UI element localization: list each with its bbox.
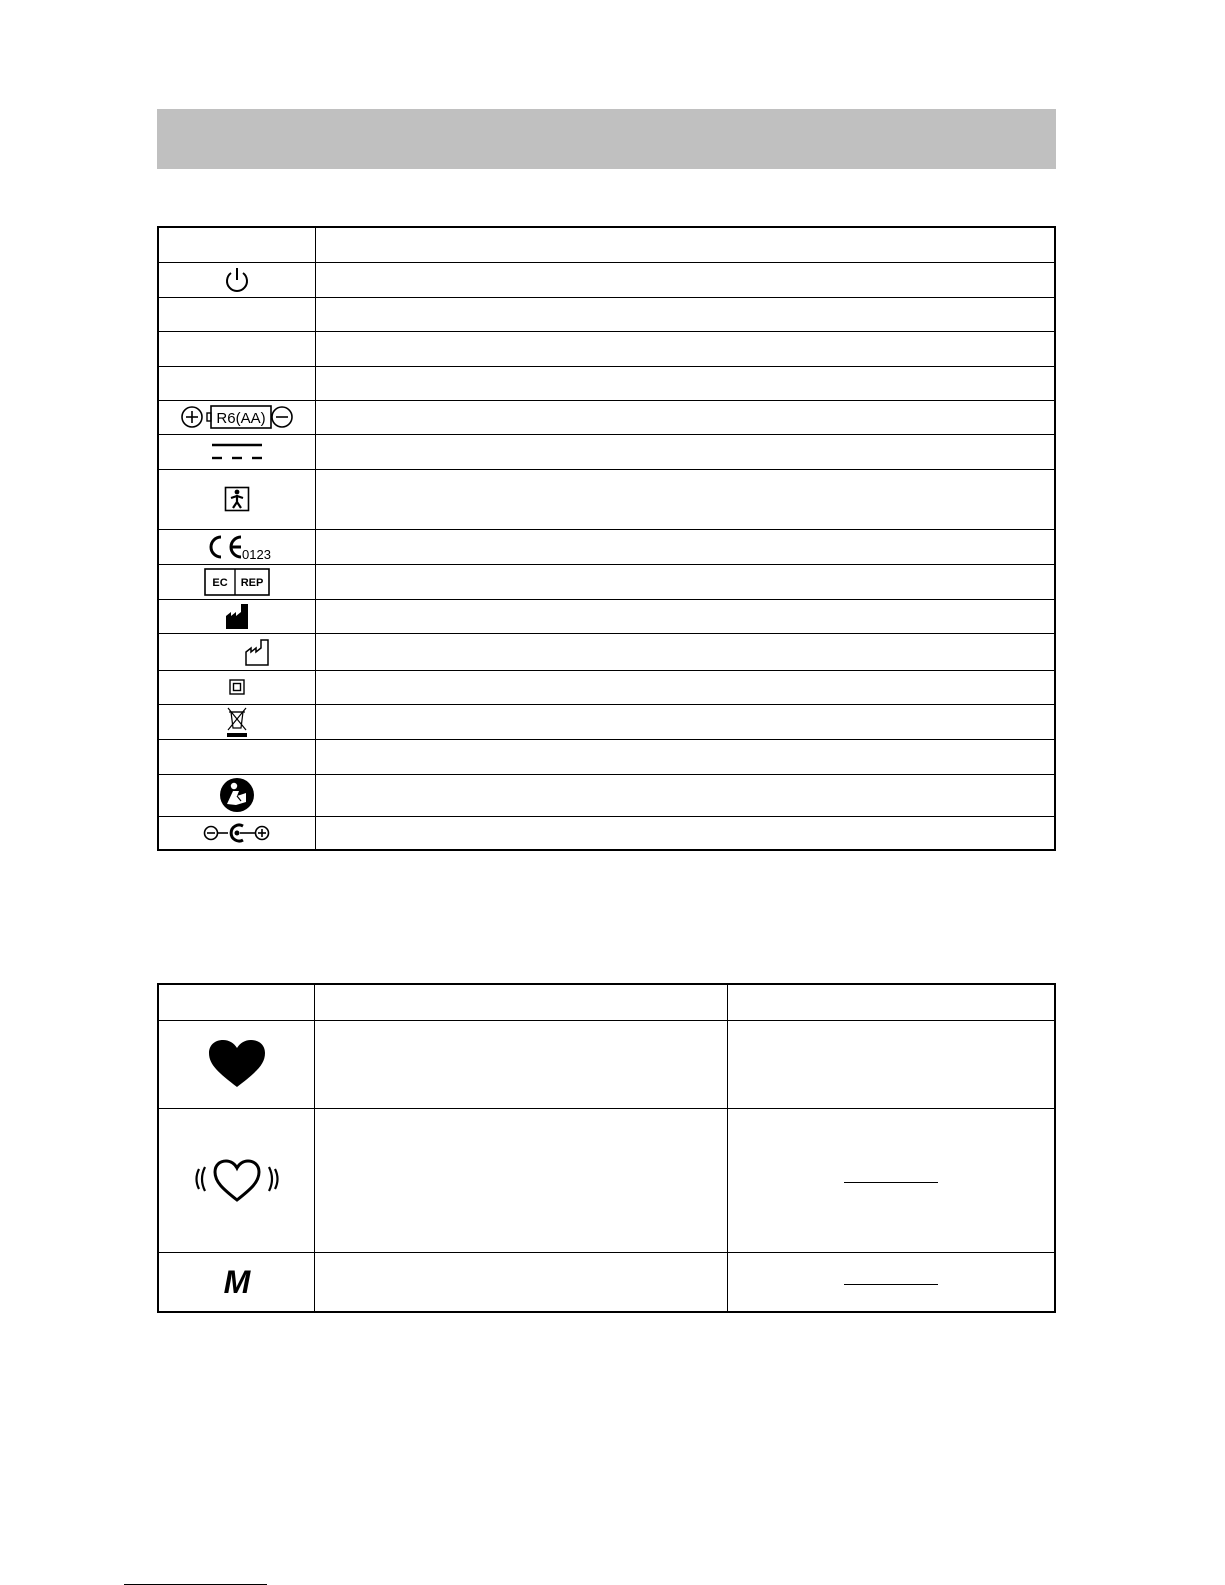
header-cell-symbol [158,984,315,1020]
table-row [158,739,1055,774]
table-row [158,1252,1055,1312]
irregular-heartbeat-icon [191,1155,283,1205]
description-cell [316,599,1056,633]
indicator-table [157,983,1056,1313]
memory-m-icon [214,1267,260,1297]
header-cell-description [315,984,728,1020]
table-row [158,262,1055,297]
symbols-table [157,226,1056,851]
header-cell-symbol [158,227,316,262]
description-cell [316,704,1056,739]
date-of-manufacture-icon [245,638,269,666]
dc-polarity-icon [203,821,271,845]
table-row [158,816,1055,850]
read-manual-icon [219,777,255,813]
table-header-row [158,984,1055,1020]
description-cell [316,816,1056,850]
description-cell [316,529,1056,564]
description-cell [316,670,1056,704]
fill-in-line [844,1284,938,1285]
svg-text:REP: REP [240,576,264,589]
table-row [158,331,1055,366]
power-standby-icon [224,266,250,294]
type-bf-applied-part-icon [224,486,250,512]
table-row [158,366,1055,400]
direct-current-icon [210,440,264,464]
table-row [158,1020,1055,1108]
table-header-row [158,227,1055,262]
description-cell [316,434,1056,469]
svg-text:EC: EC [212,576,228,589]
manufacturer-icon [225,602,249,630]
table-row [158,670,1055,704]
battery-r6-aa-icon [180,403,294,431]
ec-rep-icon [204,568,270,596]
table-row [158,1108,1055,1252]
table-row [158,564,1055,599]
table-row [158,297,1055,331]
description-cell [316,469,1056,529]
description-cell [316,400,1056,434]
header-cell-description [316,227,1056,262]
notified-body-number: 0123 [242,546,271,561]
table-row [158,529,1055,564]
section-title-band [157,109,1056,169]
table-row [158,434,1055,469]
table-row [158,400,1055,434]
table-row [158,599,1055,633]
table-row [158,633,1055,670]
ce-mark-icon [203,533,271,561]
weee-disposal-icon [226,706,248,738]
description-cell [316,774,1056,816]
table-row [158,774,1055,816]
heart-filled-icon [207,1039,267,1089]
fill-in-line [844,1182,938,1183]
header-cell-action [728,984,1056,1020]
description-cell [316,564,1056,599]
description-cell [316,633,1056,670]
description-cell [316,262,1056,297]
table-row [158,704,1055,739]
battery-label: R6(AA) [216,410,266,427]
class-ii-equipment-icon [229,679,245,695]
svg-text:M: M [223,1266,250,1297]
table-row [158,469,1055,529]
